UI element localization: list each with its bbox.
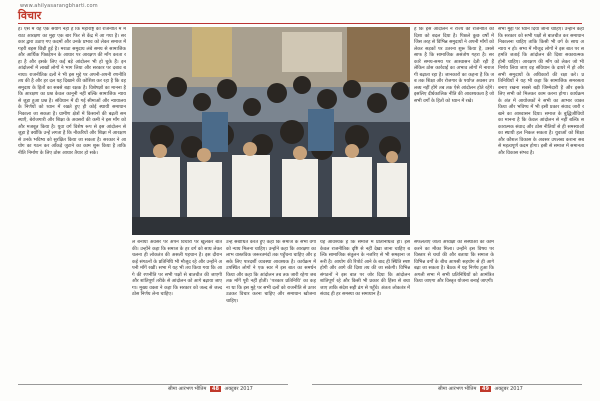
column-5-top bbox=[414, 27, 494, 235]
column-2 bbox=[132, 240, 222, 383]
column-4-text: यह आवश्यक है कि समाज में प्रतिनिधित्व हो। इसे केवल राजनीतिक दृष्टि से नहीं देखा जाना चाहिए बल्कि सामाजिक संतुलन के नजरिए से भी समझना जरूरी है। आयोग की रिपोर्ट आने के बाद ही स्थिति स्पष्ट होगी और आगे की दिशा तय की जा सकेगी। विभिन्न संगठनों ने इस बात पर जोर दिया कि आंदोलन शांतिपूर्ण रहे और किसी भी प्रकार की हिंसा से बचा जाए ताकि संदेश सही ढंग से पहुँचे। अंततः लोकतंत्र में संवाद ही हर समस्या का समाधान है। bbox=[320, 240, 410, 297]
header-rule bbox=[18, 23, 582, 24]
column-3-text: उन्हें संबोधित करते हुए कहा कि समाज के सभी वर्गों को न्याय मिलना चाहिए। उन्होंने कहा कि आरक्षण का लाभ वास्तविक जरूरतमंदों तक पहुँचना चाहिए और इसके लिए पारदर्शी व्यवस्था आवश्यक है। कार्यक्रम में उपस्थित लोगों ने एक स्वर में इस बात का समर्थन किया और कहा कि आंदोलन तब तक जारी रहेगा जब तक माँगें पूरी नहीं होतीं। 'पत्रकार प्रतिनिधि' का कहना था कि इस मुद्दे पर सभी दलों को राजनीति से ऊपर उठकर विचार करना चाहिए और समाधान खोजना चाहिए। bbox=[226, 240, 316, 304]
site-url: www.ahilyasarangbharti.com bbox=[20, 3, 98, 9]
footer-right bbox=[438, 386, 523, 392]
crowd-photo-illustration bbox=[132, 27, 410, 235]
footer-rule-right bbox=[312, 384, 582, 385]
section-title: विचार bbox=[18, 9, 42, 22]
column-6 bbox=[498, 27, 584, 383]
news-photo bbox=[132, 27, 410, 235]
footer-left-publication: सीमा आरंभण भीतिम bbox=[168, 386, 207, 392]
column-5 bbox=[414, 240, 494, 383]
page-footer bbox=[0, 386, 600, 396]
footer-left bbox=[168, 386, 253, 392]
column-5-top-text: है कि इस आंदोलन ने राज्य की राजनीति की दिशा को बदल दिया है। पिछले कुछ वर्षों में जिस तरह से विभिन्न समुदायों ने अपनी माँगों को लेकर सड़कों पर उतरना शुरू किया है, उससे साफ है कि सामाजिक असंतोष गहरा है। सरकारें समय-समय पर आश्वासन देती रही हैं लेकिन ठोस कार्रवाई का अभाव लोगों में नाराजगी बढ़ाता रहा है। जानकारों का कहना है कि जब तक शिक्षा और रोजगार के पर्याप्त अवसर उपलब्ध नहीं होंगे तब तक ऐसे आंदोलन होते रहेंगे। इसलिए दीर्घकालिक नीति की आवश्यकता है जो सभी वर्गों के हितों को ध्यान में रखे। bbox=[414, 27, 494, 104]
footer-right-publication: सीमा आरंभण भीतिम bbox=[438, 386, 477, 392]
page-number-left: 48 bbox=[211, 386, 219, 392]
footer-right-date: अक्टूबर 2017 bbox=[494, 386, 523, 392]
page-number-right: 49 bbox=[481, 386, 489, 392]
column-1 bbox=[18, 27, 126, 383]
column-1-text: है। ऐसे में यह एक संयोग नहीं है कि महाराष्ट्र की राजनीति में मराठा आरक्षण का मुद्दा एक बार फिर से केंद्र में आ गया है। सरकार द्वारा उठाए गए कदमों और उनके प्रभाव को लेकर समाज में गहरी बहस छिड़ी हुई है। मराठा समुदाय लंबे समय से सामाजिक और आर्थिक पिछड़ेपन के आधार पर आरक्षण की माँग करता रहा है और इसके लिए कई बड़े आंदोलन भी हो चुके हैं। इन आंदोलनों में लाखों लोगों ने भाग लिया और सरकार पर दबाव बनाया। राजनीतिक दलों ने भी इस मुद्दे पर अपनी-अपनी रणनीति तय की है और हर दल यह दिखाने की कोशिश कर रहा है कि वह समुदाय के हितों का सबसे बड़ा रक्षक है। विशेषज्ञों का मानना है कि आरक्षण का प्रश्न केवल कानूनी नहीं बल्कि सामाजिक न्याय से जुड़ा हुआ प्रश्न है। संविधान में दी गई सीमाओं और न्यायालय के निर्णयों को ध्यान में रखते हुए ही कोई स्थायी समाधान निकाला जा सकता है। ग्रामीण क्षेत्रों में किसानों की बढ़ती समस्याएँ, बेरोजगारी और शिक्षा के अवसरों की कमी ने इस माँग को और मजबूत किया है। युवा वर्ग विशेष रूप से इस आंदोलन से जुड़ा है क्योंकि उन्हें लगता है कि नौकरियों और शिक्षा में आरक्षण से उनके भविष्य को सुरक्षित किया जा सकता है। सरकार ने आयोग का गठन कर आँकड़े जुटाने का काम शुरू किया है ताकि नीति निर्माण के लिए ठोस आधार तैयार हो सके। bbox=[18, 27, 126, 156]
footer-left-date: अक्टूबर 2017 bbox=[224, 386, 253, 392]
column-5-text: सफलताएँ जाता अध्यक्षों की संस्थाओं का काम करने का मौका मिला। उन्होंने इस विषय पर विस्तार से चर्चा की और बताया कि समाज के विभिन्न वर्गों के बीच आपसी सहयोग से ही आगे बढ़ा जा सकता है। बैठक में यह निर्णय हुआ कि अगली सभा में सभी प्रतिनिधियों को आमंत्रित किया जाएगा और विस्तृत योजना बनाई जाएगी। bbox=[414, 240, 494, 284]
column-4 bbox=[320, 240, 410, 383]
column-6-text: सभी मुद्दों पर ध्यान दिया जाना चाहिए। उन्होंने कहा कि सरकार को सभी पक्षों से बातचीत कर समाधान निकालना चाहिए ताकि किसी भी वर्ग के साथ अन्याय न हो। सभा में मौजूद लोगों ने इस बात पर सहमति जताई कि आंदोलन की दिशा सकारात्मक होनी चाहिए। आरक्षण की माँग को लेकर जो भी निर्णय लिया जाए वह संविधान के दायरे में हो और सभी समुदायों के अधिकारों की रक्षा करे। प्रतिनिधियों ने यह भी कहा कि सामाजिक समरसता बनाए रखना सबसे बड़ी जिम्मेदारी है और इसके लिए सभी को मिलकर काम करना होगा। कार्यक्रम के अंत में आयोजकों ने सभी का आभार व्यक्त किया और भविष्य में भी इसी प्रकार संवाद जारी रखने का आश्वासन दिया। समाज के बुद्धिजीवियों का मानना है कि केवल आंदोलन से नहीं बल्कि सकारात्मक संवाद और ठोस नीतियों से ही समस्याओं का स्थायी हल निकल सकता है। युवाओं को शिक्षा और कौशल विकास के अवसर उपलब्ध कराना सबसे महत्वपूर्ण कदम होगा। इसी से समाज में समानता और विकास संभव है। bbox=[498, 27, 584, 156]
footer-rule-left bbox=[18, 384, 288, 385]
column-3 bbox=[226, 240, 316, 383]
column-2-text: ले बनाया अवसर पर अपने विचारों पर खुलकर बात की। उन्होंने कहा कि समाज के हर वर्ग को साथ लेकर चलना ही लोकतंत्र की असली पहचान है। इस दौरान कई संगठनों के प्रतिनिधि भी मौजूद रहे और उन्होंने अपनी माँगें रखीं। सभा में यह भी तय किया गया कि आगे की रणनीति पर सभी पक्षों से बातचीत की जाएगी और शांतिपूर्ण तरीके से आंदोलन को आगे बढ़ाया जाएगा। मुख्य वक्ता ने कहा कि सरकार को जल्द से जल्द ठोस निर्णय लेना चाहिए। bbox=[132, 240, 222, 297]
